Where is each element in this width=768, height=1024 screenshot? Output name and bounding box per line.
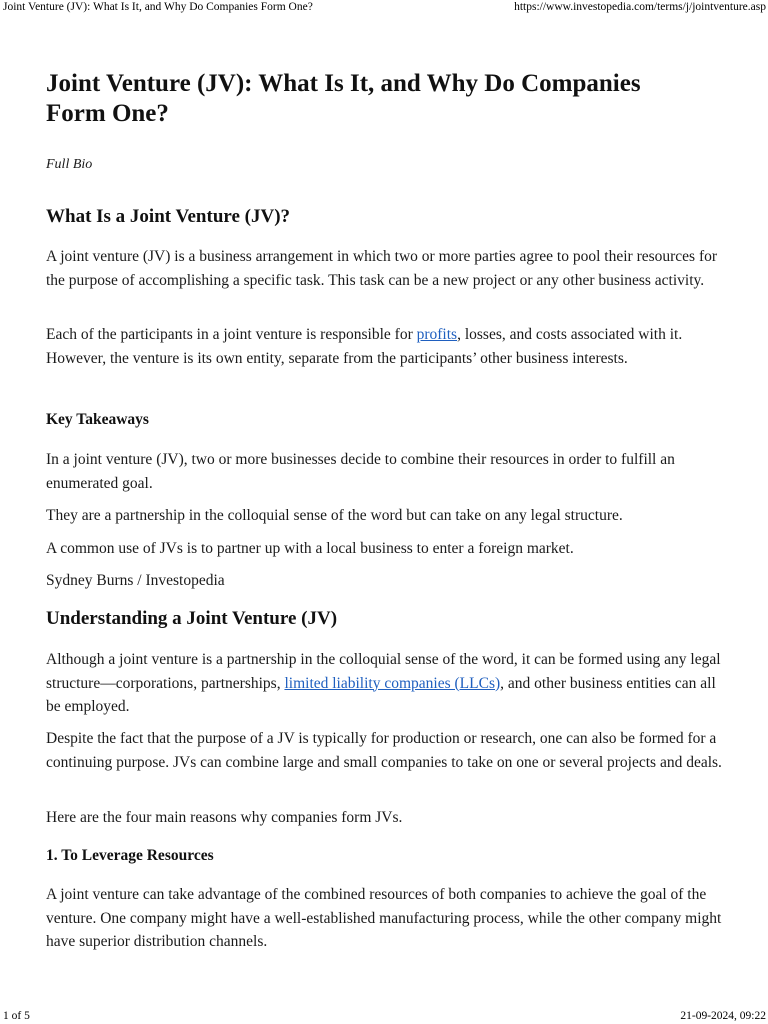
print-header [0,0,768,14]
section1-paragraph-1: A joint venture (JV) is a business arrangement in which two or more parties agree to pool their resources for the purpose of accomplishing a specific task. This task can be a new project or any other business activity. [46,248,718,289]
print-header-url[interactable]: https://www.investopedia.com/terms/j/jointventure.asp [514,1,766,13]
profits-link[interactable]: profits [416,326,458,343]
author-bio-link[interactable]: Full Bio [46,157,93,172]
subheading-leverage-resources: 1. To Leverage Resources [46,847,214,864]
section3-paragraph-1: A joint venture can take advantage of the combined resources of both companies to achieve the goal of the venture. One company might have a well-established manufacturing process, while the other company might have superior distribution channels. [46,886,722,950]
section-heading-what-is-jv: What Is a Joint Venture (JV)? [46,206,291,227]
key-takeaway-item: They are a partnership in the colloquial sense of the word but can take on any legal structure. [46,507,623,524]
paragraph-text: Each of the participants in a joint venture is responsible for [46,326,417,343]
paragraph-text: Although a joint venture is a partnership in the colloquial sense of the word, it can be formed using any legal structure—corporations, partnerships, [46,651,721,692]
page-counter: 1 of 5 [3,1010,30,1022]
section1-paragraph-2 [46,323,726,370]
article-title: Joint Venture (JV): What Is It, and Why Do Companies Form One? [46,70,641,127]
key-takeaways-heading: Key Takeaways [46,411,149,428]
section2-paragraph-3: Here are the four main reasons why companies form JVs. [46,809,403,826]
section2-paragraph-2: Despite the fact that the purpose of a JV is typically for production or research, one can also be formed for a continuing purpose. JVs can combine large and small companies to take on one or several projects and deals. [46,730,722,771]
print-header-title: Joint Venture (JV): What Is It, and Why Do Companies Form One? [3,1,313,13]
section2-paragraph-1 [46,648,726,719]
paragraph-text: , and other business entities can all be employed. [46,674,716,715]
paragraph-text: , losses, and costs associated with it. However, the venture is its own entity, separate from the participants’ other business interests. [46,326,683,367]
print-footer [0,1009,768,1023]
key-takeaway-item: In a joint venture (JV), two or more businesses decide to combine their resources in order to fulfill an enumerated goal. [46,451,675,492]
print-timestamp: 21-09-2024, 09:22 [680,1010,766,1022]
image-credit: Sydney Burns / Investopedia [46,572,225,589]
key-takeaway-item: A common use of JVs is to partner up with a local business to enter a foreign market. [46,540,574,557]
section-heading-understanding-jv: Understanding a Joint Venture (JV) [46,608,338,629]
llc-link[interactable]: limited liability companies (LLCs) [284,674,501,692]
